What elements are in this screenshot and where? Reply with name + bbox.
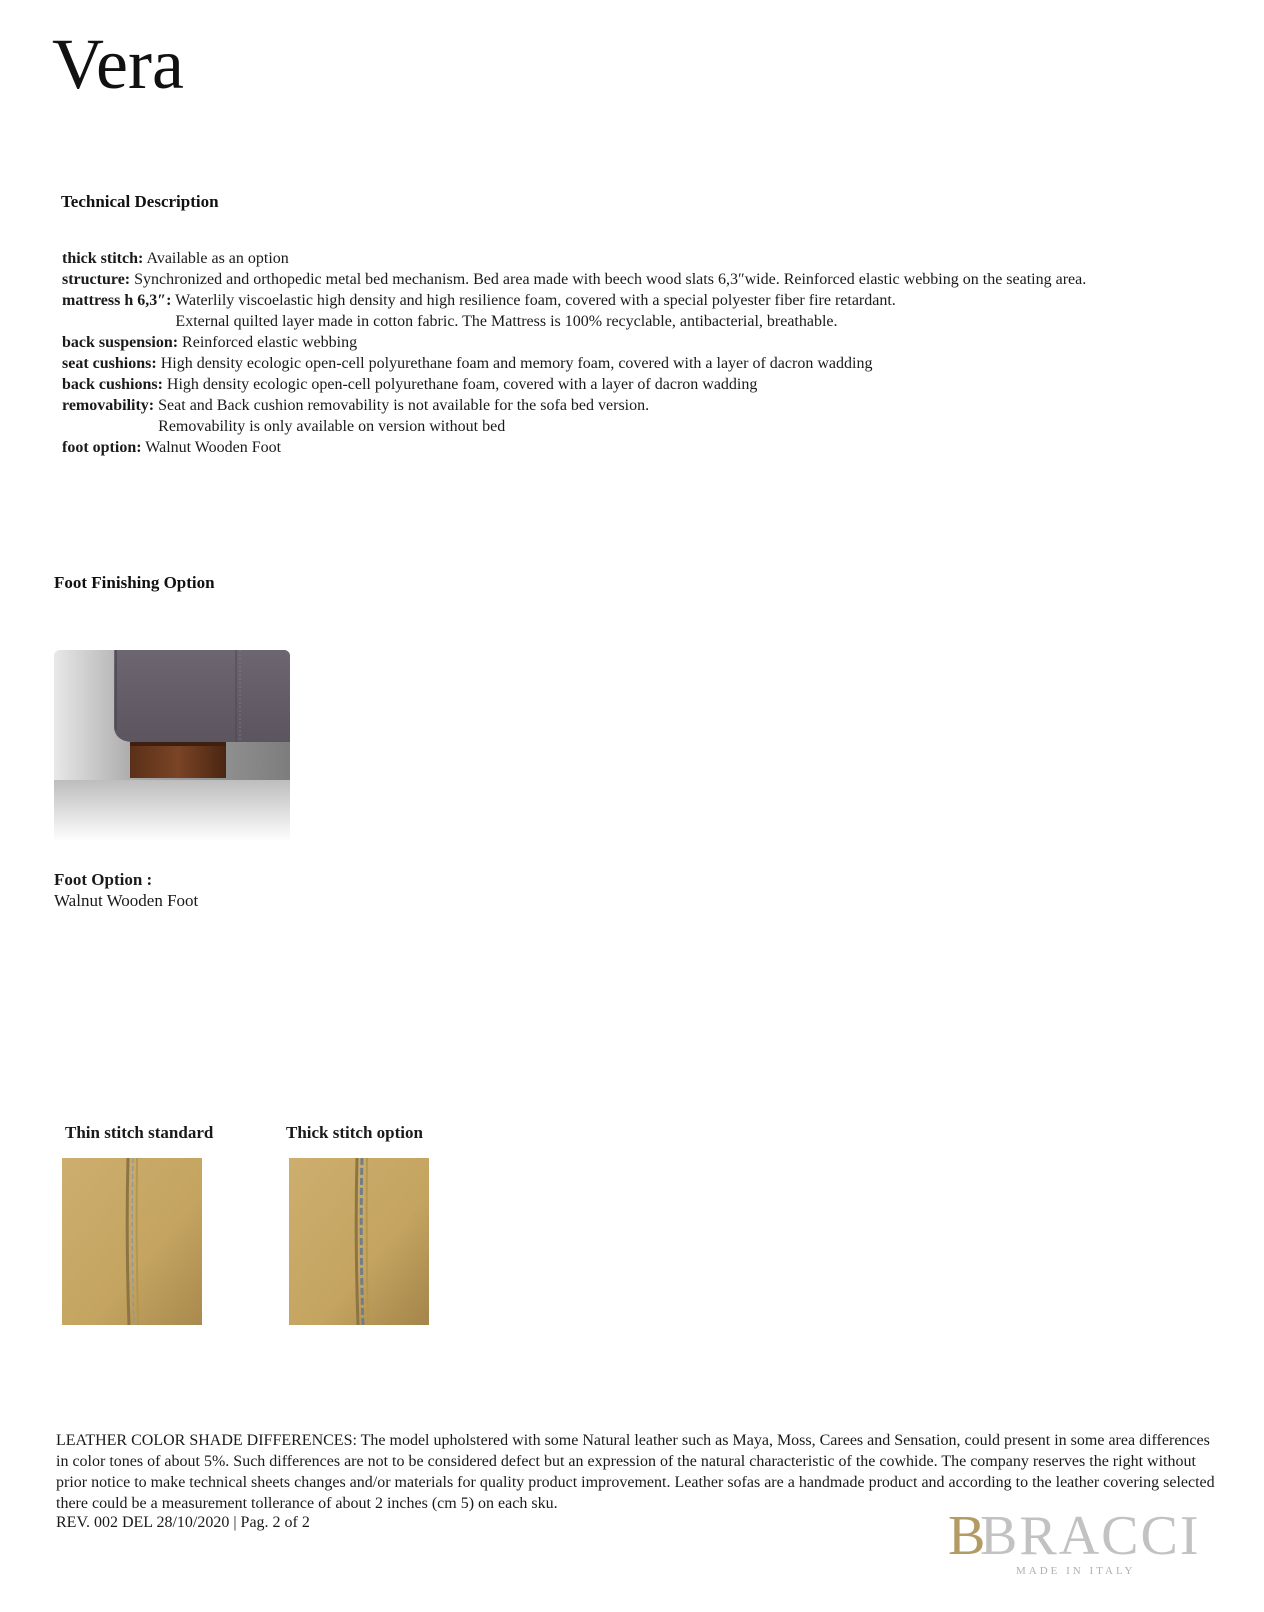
- thin-stitch-label: Thin stitch standard: [65, 1123, 214, 1142]
- revision-info: REV. 002 DEL 28/10/2020 | Pag. 2 of 2: [56, 1514, 310, 1531]
- spec-label: structure:: [62, 271, 131, 288]
- spec-text: Available as an option: [146, 250, 289, 267]
- spec-row: [62, 374, 1086, 395]
- technical-spec-list: [62, 248, 1086, 458]
- spec-row: [62, 290, 1086, 311]
- spec-row: [62, 395, 1086, 416]
- spec-row: [62, 332, 1086, 353]
- thick-stitch-swatch: [289, 1158, 429, 1325]
- page-title: Vera: [52, 24, 184, 104]
- spec-text: High density ecologic open-cell polyurethane foam, covered with a layer of dacron wadding: [166, 376, 758, 393]
- svg-text:MADE IN ITALY: MADE IN ITALY: [1016, 1565, 1136, 1577]
- spec-text: Reinforced elastic webbing: [182, 334, 358, 351]
- spec-label: back suspension:: [62, 334, 179, 351]
- spec-row: [62, 248, 1086, 269]
- leather-disclaimer: LEATHER COLOR SHADE DIFFERENCES: The model upholstered with some Natural leather such as Maya, Moss, Carees and Sensation, could present in some area differences in color tones of about 5%. Such differences are not to be considered defect but an expression of the natural characteristic of the cowhide. The company reserves the right without prior notice to make technical sheets changes and/or materials for quality product improvement. Leather sofas are a handmade product and according to the leather covering selected there could be a measurement tollerance of about 2 inches (cm 5) on each sku.: [56, 1432, 1215, 1512]
- spec-row: [62, 353, 1086, 374]
- spec-label: foot option:: [62, 439, 142, 456]
- spec-label: mattress h 6,3″:: [62, 292, 172, 309]
- spec-label: seat cushions:: [62, 355, 157, 372]
- foot-option-caption: [54, 869, 198, 911]
- foot-option-label: Foot Option :: [54, 870, 153, 889]
- foot-finishing-heading: Foot Finishing Option: [54, 573, 215, 592]
- thick-stitch-label: Thick stitch option: [286, 1123, 423, 1142]
- spec-row: [62, 269, 1086, 290]
- bracci-logo: [940, 1500, 1220, 1580]
- spec-row: [62, 437, 1086, 458]
- spec-text: High density ecologic open-cell polyurethane foam and memory foam, covered with a layer of dacron wadding: [160, 355, 873, 372]
- spec-text: Synchronized and orthopedic metal bed mechanism. Bed area made with beech wood slats 6,3″wide. Reinforced elastic webbing on the seating area.: [134, 271, 1087, 288]
- spec-label: back cushions:: [62, 376, 163, 393]
- foot-option-value: Walnut Wooden Foot: [54, 891, 199, 910]
- spec-label: removability:: [62, 397, 155, 414]
- spec-continuation: External quilted layer made in cotton fabric. The Mattress is 100% recyclable, antibacterial, breathable.: [175, 313, 838, 330]
- walnut-foot-photo: [54, 650, 290, 842]
- technical-description-heading: Technical Description: [61, 192, 219, 211]
- svg-text:B: B: [948, 1505, 986, 1567]
- spec-text: Seat and Back cushion removability is not available for the sofa bed version.: [158, 397, 650, 414]
- spec-continuation: Removability is only available on version without bed: [158, 418, 506, 435]
- spec-label: thick stitch:: [62, 250, 144, 267]
- spec-text: Walnut Wooden Foot: [145, 439, 282, 456]
- svg-text:BRACCI: BRACCI: [980, 1505, 1201, 1567]
- spec-text: Waterlily viscoelastic high density and high resilience foam, covered with a special polyester fiber fire retardant.: [175, 292, 896, 309]
- thin-stitch-swatch: [62, 1158, 202, 1325]
